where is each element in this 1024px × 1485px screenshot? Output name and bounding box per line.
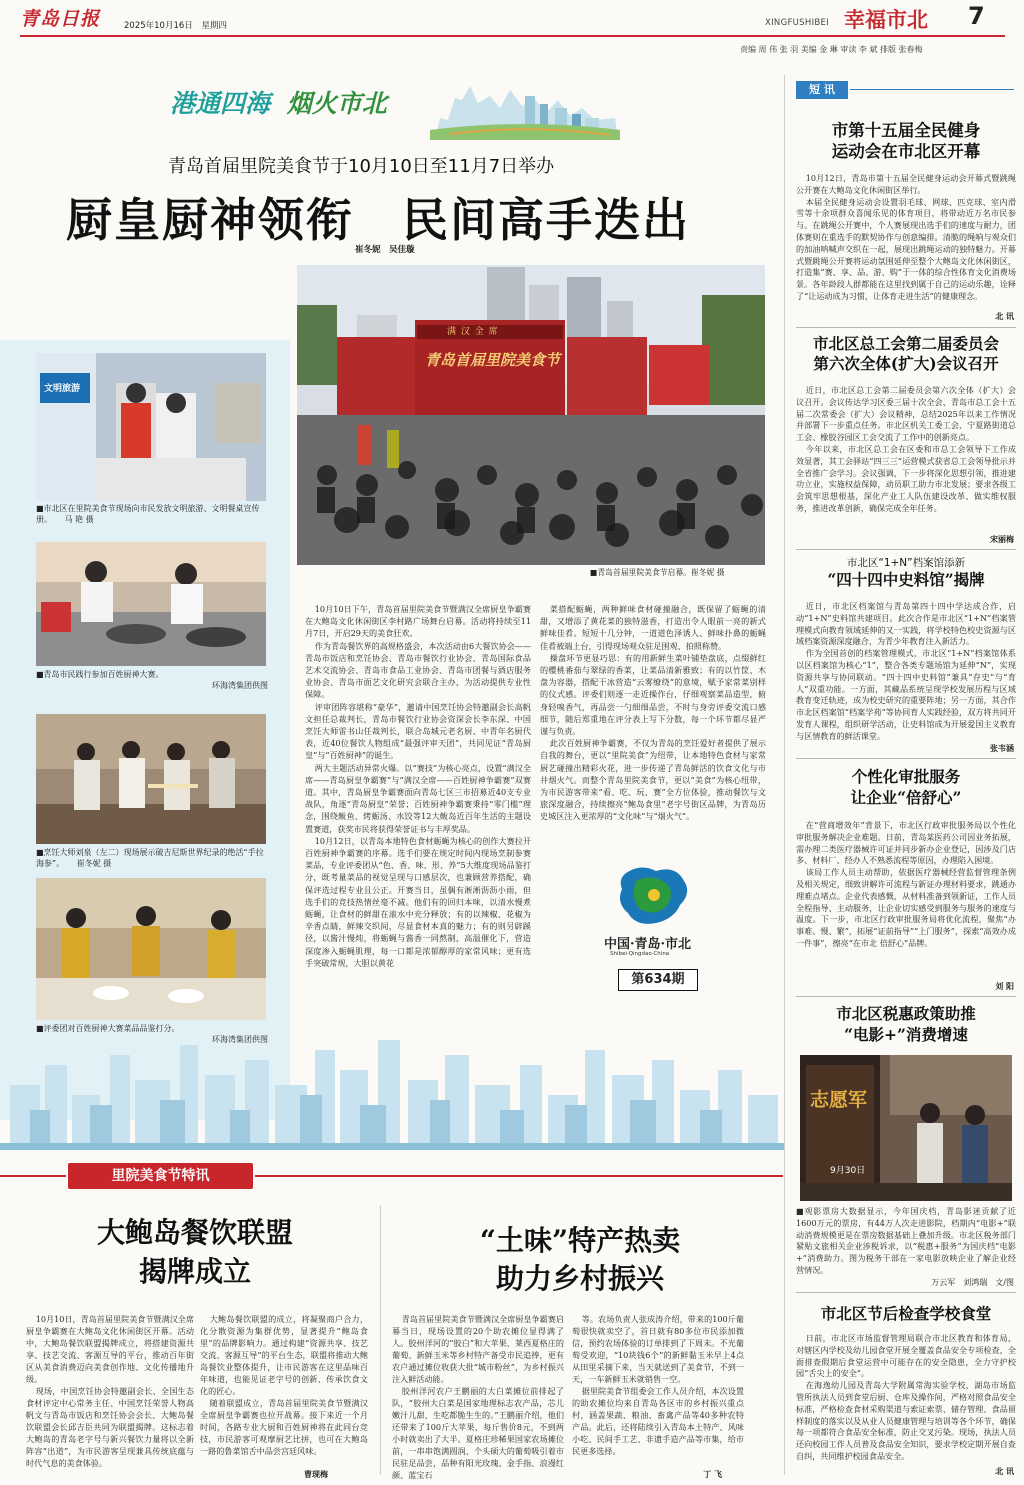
story-2-col2-p1: 等。农场负责人张成涛介绍，带来的100斤葡萄很快就卖空了，首日就有80多位市民添加微信，预约农场体验的订单排到了下周末。不光葡萄受欢迎，“10块钱6个”的新鲜黏玉米早上4点从田里采摘下来，当天就送到了美食节，不到一天，一车新鲜玉米就销售一空。 [572,1314,744,1384]
lead-col1-p5: 10月12日，以青岛本地特色食材蛎蝇为核心的创作大赛拉开百姓厨神争霸赛的序幕。选手们要在规定时间内现场烹制参赛菜品，专业评委团从“色、香、味、形、养”5大维度现场品鉴打分，既考量菜品的视觉呈现与口感层次，也兼顾营养搭配，确保评选过程专业且公正。开赛当日，虽偶有淅淅沥沥小雨，但选手们的竞技热情丝毫不减。他们有的回归本味，以清水慢煮蛎蝇，让食材的鲜甜在滚水中充分释放；有的以辣椒、花椒为辛香点睛，鲜辣交织间，尽显食材本真的魅力；有的则另辟蹊径，以酱汁慢炖，将蛎蝇与酱香一同熬制，高温催化下，营造深度渗入蛎蝇肌理，每一口都是浓郁醇厚的家常风味；更有选手突破常规，大胆以黄花 [305,835,531,968]
brief-2-sign: 宋丽梅 [990,535,1014,544]
brief-6-body [796,1333,1016,1463]
civility-sign: 文明旅游 [44,384,81,394]
page-number: 7 [968,2,985,30]
banner-right: 烟火市北 [286,89,387,118]
arch-sign: 满 汉 全 席 [447,327,499,337]
issue-date: 2025年10月16日 [124,21,193,31]
story-2-col2-p2: 据里院美食节组委会工作人员介绍，本次设置的助农摊位均来自青岛各区市的乡村振兴重点村，涵盖果蔬、粮油、畜禽产品等40多种农特产品。此后，还将陆续引入青岛本土特产、风味小吃、民间手工艺、非遗手造产品等市集，给市民更多选择。 [572,1386,744,1456]
lead-kicker: 青岛首届里院美食节于10月10日至11月7日举办 [168,156,555,177]
newspaper-logo: 青岛日报 [20,8,101,30]
brief-6-p2: 在海逸幼儿园及青岛大学附属常海实验学校，湖岛市场监管所执法人员到食堂后厨、仓库及操作间，严格对照食品安全标准，严格检查食材采购渠道与索证索票、储存管理、食品留样制度的落实以及从业人员健康管理与培训等各个环节，确保每一项都符合食品安全标准，防止交叉污染。现场，执法人员还向校园工作人员普及食品安全知识，要求学校定期开展自查自纠，共同维护校园食品安全。 [796,1380,1016,1461]
lead-body-col1 [305,603,531,969]
left-photo-1 [36,353,266,501]
brief-3-kicker: 市北区“1+N”档案馆添新 [846,557,966,569]
brief-2-p2: 今年以来，市北区总工会在区委和市总工会领导下工作成效显著，其工会驿站“四三三”运营模式获省总工会领导批示并全省推广会学习。会议强调，下一步将深化思想引领，推进建功立业，实施权益保障，动员职工助力市北发展；要求各级工会筑牢思想根基，深化产业工人队伍建设改革、做实维权服务，推进改革创新，确保完成全年任务。 [796,443,1016,513]
brief-2-title-line1: 市北区总工会第二届委员会 [812,334,999,353]
logo-name: 中国·青岛·市北 [604,937,692,952]
brief-1-sign: 北 讯 [995,312,1014,321]
brief-6-p1: 日前，市北区市场监督管理局联合市北区教育和体育局，对辖区内学校及幼儿园食堂开展全覆盖食品安全专项检查，全面排查假期后食堂运营中可能存在的安全隐患，全力守护校园“舌尖上的安全”。 [796,1333,1016,1379]
story-2-col1-p1: 青岛首届里院美食节暨满汉全席厨皇争霸赛启幕当日，现场设置的20个助农摊位显得满了人。胶州洋河的“胶白”和大苹果、莱西夏格庄的葡萄、新鲜玉米等乡村特产备受市民追捧，更有农户通过摊位收获大批“城市粉丝”，为乡村振兴注入鲜活动能。 [392,1314,564,1384]
briefs-label-text: 短 讯 [809,83,835,96]
brief-3-body [796,601,1016,743]
brief-1-title [796,120,1016,162]
story-1-col2 [200,1313,368,1457]
story-1-col2-p2: 随着联盟成立，青岛首届里院美食节暨满汉全席厨皇争霸赛也拉开战幕。接下来近一个月时间，各路专业大厨和百姓厨神将在此同台竞技，市民游客可观摩厨艺比拼，也可在大鲍岛一路的鲁菜馆舌中品尝宫廷风味。 [200,1398,368,1456]
section-pinyin: XINGFUSHIBEI [765,18,829,28]
brief-3-p2: 作为全国首创的档案管理模式，市北区“1+N”档案馆体系以区档案馆为核心“1”，整合各类专题场馆为延伸“N”，实现资源共享与协同联动。“四十四中史料馆”兼具“存史”与“育人”双重功能。一方面，其藏品系统呈现学校发展历程与区域教育变迁轨迹，成为校史研究的重要阵地；另一方面，其合作市北区档案馆“档案学苑”等协同育人实践经验，双方将共同开发育人课程，组织研学活动，让史料馆成为开展爱国主义教育与区情教育的鲜活课堂。 [796,648,1016,741]
left-photo-4-credit: 环海湾集团供图 [212,1035,268,1044]
story-1-sign: 曹现梅 [304,1470,328,1479]
story-1-col1-p1: 10月10日，青岛首届里院美食节暨满汉全席厨皇争霸赛在大鲍岛文化休闲街区开幕。活动中，大鲍岛餐饮联盟揭牌成立，将搭建资源共享、技艺交流、客源互导的平台，推动百年街区从美食消费迈向美食创作地、文化传播地升级。 [26,1314,194,1384]
city-skyline-strip [0,1025,785,1150]
brief-5-p1: ■观影票房大数据显示，今年国庆档，青岛影迷贡献了近1600万元的票房，有44万人次走进影院，档期内“电影+”联动消费规模更是在票房数据基础上叠加升级。市北区税务部门紧贴文旅相关企业涉税诉求，以“税惠+服务”为国庆档“电影+”消费助力。图为税务干部在一家电影放映企业了解企业经营情况。 [796,1206,1016,1275]
left-photo-2-credit: 环海湾集团供图 [212,681,268,690]
story-1-title-line2: 揭牌成立 [138,1255,251,1288]
story-2-title [390,1222,770,1298]
brief-6-title-line1: 市北区节后检查学校食堂 [820,1304,992,1323]
brief-4-sign: 刘 阳 [995,982,1014,991]
story-1-title [20,1213,370,1291]
main-photo-caption: ■青岛首届里院美食节启幕。崔冬妮 摄 [590,568,725,577]
left-photo-2 [36,542,266,666]
brief-3-p1: 近日，市北区档案馆与青岛第四十四中学达成合作，启动“1+N”史料馆共建项目。此次合作是市北区“1+N”档案管理模式向教育领域延伸的又一实践，将学校特色校史资源与区域档案资源深度融合，为青少年教育注入新活力。 [796,601,1016,647]
brief-2-title [786,334,1024,374]
left-photo-3-caption: ■烹饪大师刘泉（左二）现场展示破吉尼斯世界纪录的绝活“手拉海参”。 [36,848,264,868]
brief-4-title-line1: 个性化审批服务 [851,767,961,786]
movie-poster-date: 9月30日 [830,1166,866,1176]
lead-col1-p4: 两大主题活动异常火爆。以“赛技”为核心亮点，设置“满汉全席——青岛厨皇争霸赛”与“满汉全席——百姓厨神争霸赛”双赛道。其中，青岛厨皇争霸赛面向青岛七区三市招募近40支专业战队，角逐“青岛厨皇”荣誉；百姓厨神争霸赛秉持“零门槛”理念，围绕鲅鱼、烤蛎汤、水饺等12大鲅岛近百年生活的主题设置赛道，获奖市民将获得荣誉证书与丰厚奖品。 [305,762,531,834]
left-photo-4-caption: ■评委团对百姓厨神大赛菜品品鉴打分。 [36,1024,180,1033]
story-2-sign: 丁 飞 [703,1470,722,1479]
lead-col1-p3: 评审团阵容堪称“豪华”，邀请中国烹饪协会特邀副会长高帆文担任总裁判长，青岛市餐饮行业协会资深会长李东深、中国烹饪大师雷书山任裁判长，联合岛城元老名厨、中青年名厨代表，近40位餐饮人物组成“最强评审天团”，共同见证“青岛厨皇”与“百姓厨神”的诞生。 [305,701,531,761]
brief-5-title-line2: “电影+”消费增速 [844,1025,968,1044]
brief-6-sign: 北 讯 [995,1467,1014,1476]
left-photo-1-credit: 马 艳 摄 [64,515,94,524]
left-photo-3 [36,714,266,844]
brief-2-title-line2: 第六次全体(扩大)会议召开 [813,354,999,373]
brief-5-title-line1: 市北区税惠政策助推 [836,1004,976,1023]
lead-body-col2 [540,603,766,823]
editors-line: 责编 周 伟 张 羽 美编 金 琳 审读 李 斌 排版 张春梅 [740,45,923,54]
left-photo-4 [36,878,266,1020]
left-photo-2-caption: ■青岛市民践行参加百姓厨神大赛。 [36,670,164,679]
brief-4-p1: 在“营商增效年”背景下，市北区行政审批服务局以个性化审批服务解决企业难题。日前，青岛某医药公司因业务拓展，需办理二类医疗器械许可证并同步新办企业登记，因涉及门店多、材料厂、经办人不熟悉流程等原因，办理陷入困境。 [796,820,1016,866]
brief-1-body [796,173,1016,303]
lead-col2-p2: 操盘环节更显巧思：有的用新鲜生菜叶铺垫盘底，点缀鲜红的樱桃番茄与翠绿的香菜，让菜品清新雅致；有的以竹筐、木盘为容器，搭配干冰营造“云雾缭绕”的意境，赋予家常菜别样的仪式感。评委们则逐一走近操作台，仔细观察菜品造型，俯身轻嗅香气，再品尝一勺细细品尝，不时与身旁评委交流口感细节，随后郑重地在评分表上写下分数，每一个环节都尽显严谨与负责。 [540,652,766,737]
brief-1-title-line2: 运动会在市北区开幕 [831,142,981,161]
lead-col1-p2: 作为青岛餐饮界的高规格盛会，本次活动由6大餐饮协会——青岛市饭店和烹饪协会、青岛市餐饮行业协会、青岛国际食品艺术交流协会、青岛市食品工业协会、青岛市团餐与酒店服务业协会、青岛市面艺文化研究会联合主办，为活动提供专业性保障。 [305,640,531,700]
stage-sign: 青岛首届里院美食节 [425,351,561,369]
masthead [0,0,1024,54]
banner [150,78,610,140]
lead-col2-p3: 此次百姓厨神争霸赛，不仅为青岛的烹饪爱好者提供了展示自我的舞台，更以“里院美食”为纽带，让本地特色食材与家常厨艺碰撞出精彩火花，进一步传递了青岛鲜活的饮食文化与市井烟火气。而整个青岛里院美食节，更以“美食”为核心纽带，为市民游客带来“看、吃、玩、赛”全方位体验，推动餐饮与文旅深度融合，持续擦亮“鲍岛食里”老字号街区品牌，为青岛历史城区注入更浓厚的“文化味”与“烟火气”。 [540,738,766,822]
left-photo-3-credit: 崔冬妮 摄 [76,859,112,868]
issue-number: 第634期 [618,969,698,991]
story-2-col1-p2: 胶州洋河农户王鹏丽的大白菜摊位前排起了队，“胶州大白菜是国家地理标志农产品，芯儿嫩汁儿甜，生吃都脆生生的。”王鹏丽介绍，他们还带来了100斤大苹果，每斤售价8元，不到两小时就卖出了大半。夏格庄珍稀果国家农场摊位前，一串串饱满圆润、个头硕大的葡萄吸引着市民驻足品尝，品种有阳光玫瑰、金手指、浪漫红颜、蓝宝石 [392,1386,564,1480]
lead-col1-p1: 10月10日下午，青岛首届里院美食节暨满汉全席厨皇争霸赛在大鲍岛文化休闲街区李村路广场舞台启幕。活动将持续至11月7日，开启29天的美食狂欢。 [305,604,531,639]
bottom-section-label [68,1163,253,1189]
brief-5-title [796,1003,1016,1045]
shibei-map-icon [596,863,716,933]
story-2-title-line1: “土味”特产热卖 [479,1224,681,1257]
banner-left: 港通四海 [170,89,271,118]
main-event-photo [297,265,765,565]
lead-byline: 崔冬妮 吴佳璇 [355,245,415,255]
story-2-title-line2: 助力乡村振兴 [495,1262,664,1295]
story-2-col1 [392,1313,564,1481]
section-title: 幸福市北 [844,8,928,32]
lead-headline: 厨皇厨神领衔 民间高手迭出 [66,193,690,247]
briefs-label [796,81,848,99]
left-photo-1-caption: ■市北区在里院美食节现场向市民发放文明旅游、文明餐桌宣传册。 [36,504,260,524]
brief-4-p2: 该局工作人员主动帮助，依据医疗器械经营监督管理条例及相关规定，细致讲解许可流程与新证办理材料要求，跳通办理难点堵点。企业代表感慨，从材料准备到领新证，工作人员全程指导、主动服务，让企业切实感受到服务与服务的速度与温度。下一步，市北区行政审批服务局将优化流程，聚焦“办事难、慢、繁”，拓展“证前指导”“上门服务”，探索“高效办成一件事”，擦亮“在市北 倍舒心”品牌。 [796,867,1016,948]
brief-1-p1: 10月12日，青岛市第十五届全民健身运动会开幕式暨跳绳公开赛在大鲍岛文化休闲街区举行。 [796,173,1016,195]
story-1-col1 [26,1313,194,1469]
brief-1-p2: 本届全民健身运动会设置羽毛球、网球、匹克球、室内滑雪等十余项群众喜闻乐见的体育项目，将带动近万名市民参与。在跳绳公开赛中，个人赛展现出选手们的速度与耐力，团体赛则在重选手的默契协作与创意编排。清脆的绳响与观众们的加油呐喊声交织在一起，展现出跳绳运动的独特魅力。开幕式暨跳绳公开赛将运动氛围延伸至整个大鲍岛文化休闲街区，打造集“赛、享、品、游、购”于一体的综合性体育文化消费场景。各年龄段人群都能在这里找到属于自己的运动乐趣，诠释了“让运动成为习惯，让体育走进生活”的健康理念。 [796,196,1016,301]
brief-4-title [796,766,1016,808]
brief-2-p1: 近日，市北区总工会第二届委员会第六次全体（扩大）会议召开。会议传达学习区委三届十次全会、青岛市总工会十五届二次常委会（扩大）会议精神，总结2025年以来工作情况并部署下一步重点任务。市北区机关工委工会、宁夏路街道总工会、橡胶谷园区工会交流了工作中的创新亮点。 [796,385,1016,443]
bottom-section-label-text: 里院美食节特讯 [111,1168,210,1184]
brief-3-sign: 张韦涵 [990,744,1014,753]
story-2-col2 [572,1313,744,1457]
movie-poster-title: 志愿军 [810,1089,868,1111]
lead-col2-p1: 菜搭配蛎蝇，两种鲜味食材碰撞融合，既保留了蛎蝇的清甜，又增添了黄花菜的独特滋香，打造出令人眼前一亮的新式鲜味佳肴。短短十几分钟，一道道色泽诱人、鲜味扑鼻的蛎蝇佳肴被端上台，引得现场观众驻足围观、拍照称赞。 [540,604,766,651]
story-1-col2-p1: 大鲍岛餐饮联盟的成立，将凝聚商户合力，化分散资源为集群优势，显著提升“鲍岛食里”的品牌影响力。通过构建“资源共享、技艺交流、客源互导”的平台生态，联盟将推动大鲍岛餐饮业整体提升，让市民游客在这里品味百年味道，也能见证老字号的创新、传承饮食文化的匠心。 [200,1314,368,1396]
logo-pinyin: Shibei·Qingdao·China [610,951,670,957]
brief-5-sign: 万云军 刘鸿瑞 文/图 [931,1278,1014,1287]
issue-weekday: 星期四 [201,21,227,31]
brief-5-body [796,1206,1016,1277]
brief-4-body [796,820,1016,950]
brief-2-body [796,385,1016,515]
brief-3-title-line1: “四十四中史料馆”揭牌 [827,570,985,589]
brief-3-title [796,570,1016,590]
story-1-title-line1: 大鲍岛餐饮联盟 [96,1216,293,1249]
skyline-illustration [430,78,620,140]
brief-1-title-line1: 市第十五届全民健身 [831,121,981,140]
brief-4-title-line2: 让企业“倍舒心” [850,788,962,807]
story-1-col1-p2: 现场，中国烹饪协会特邀副会长、全国生态食材评定中心常务主任、中国烹饪荣誉人物高帆文与青岛市饭店和烹饪协会会长、大鲍岛餐饮联盟会长邱吉臣共同为联盟揭牌。这标志着大鲍岛的青岛老字号与新兴餐饮力量将以全新阵容“出道”，为市民游客呈现兼具传统底蕴与时代气息的美食体验。 [26,1386,194,1468]
brief-6-title [796,1303,1016,1324]
brief-5-photo [800,1055,1012,1201]
